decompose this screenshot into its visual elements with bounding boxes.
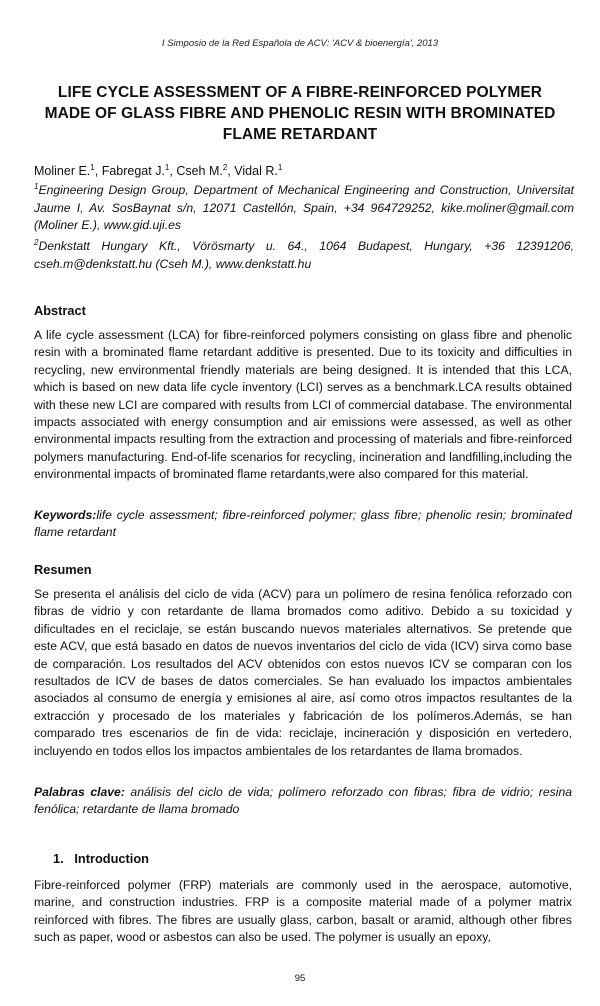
- author-list: [34, 163, 574, 180]
- abstract-heading: Abstract: [34, 303, 86, 318]
- running-header: I Simposio de la Red Española de ACV: 'ACV & bioenergía', 2013: [161, 38, 439, 49]
- abstract-body: A life cycle assessment (LCA) for fibre-reinforced polymers consisting on glass fibre and phenolic resin with a brominated flame retardant additive is presented. Due to its toxicity and difficulties in recycling, new environmental friendly materials are being designed. It is intended that this LCA, which is based on new data life cycle inventory (LCI) serves as a benchmark.LCA results obtained with these new LCI are compared with results from LCI of commercial database. The environmental impacts associated with energy consumption and air emissions were assessed, as well as other environmental impacts resulting from the extraction and processing of materials and fibre-reinforced polymers manufacturing. End-of-life scenarios for recycling, incineration and landfilling,including the environmental impacts of brominated flame retardants,were also compared for this material.: [34, 328, 572, 482]
- affiliation-1: $^1$Engineering Design Group, Department of Mechanical Engineering and Construction, Universitat Jaume I, Av. SosBaynat s/n, 12071 Castellón, Spain, +34 964729252, kike.moliner@gmail.com (Moliner E.), www.gid.uji.es: [34, 181, 574, 232]
- palabras-clave-text: análisis del ciclo de vida; polímero reforzado con fibras; fibra de vidrio; resina fenólica; retardante de llama bromado: [34, 785, 572, 817]
- author: Moliner E.$^1$,: [34, 162, 102, 178]
- introduction-heading: 1. Introduction: [53, 851, 149, 866]
- paper-title: LIFE CYCLE ASSESSMENT OF A FIBRE-REINFORCED POLYMER MADE OF GLASS FIBRE AND PHENOLIC RESIN WITH BROMINATED FLAME RETARDANT: [44, 84, 556, 143]
- keywords-text: life cycle assessment; fibre-reinforced polymer; glass fibre; phenolic resin; brominated flame retardant: [34, 508, 572, 540]
- keywords: [34, 507, 572, 542]
- page-number: 95: [294, 973, 306, 984]
- affiliation-2: $^2$Denkstatt Hungary Kft., Vörösmarty u. 64., 1064 Budapest, Hungary, +36 12391206, cseh.m@denkstatt.hu (Cseh M.), www.denkstatt.hu: [34, 237, 574, 271]
- palabras-clave: [34, 784, 572, 819]
- palabras-clave-label: Palabras clave:: [34, 785, 125, 799]
- resumen-body: Se presenta el análisis del ciclo de vida (ACV) para un polímero de resina fenólica reforzado con fibras de vidrio y con retardante de llama bromados como aditivo. Debido a su toxicidad y dificultades en el reciclaje, se están buscando nuevos materiales alternativos. Se pretende que este ACV, que está basado en datos de nuevos inventarios del ciclo de vida (ICV) sirva como base de comparación. Los resultados del ACV obtenidos con estos nuevos ICV se comparan con los resultados de ICV de bases de datos comerciales. Se han evaluado los impactos ambientales asociados al consumo de energía y emisiones al aire, así como otros impactos resultantes de la extracción y procesado de los materiales y fabricación de los polímeros.Además, se han comparado tres escenarios de fin de vida: reciclaje, incineración y disposición en vertedero, incluyendo en todos ellos los impactos ambientales de los retardantes de llama bromados.: [34, 587, 572, 758]
- author: Cseh M.$^2$,: [176, 162, 235, 178]
- author: Vidal R.$^1$: [234, 162, 283, 178]
- introduction-body: Fibre-reinforced polymer (FRP) materials are commonly used in the aerospace, automotive, marine, and construction industries. FRP is a composite material made of a polymer matrix reinforced with fibres. The fibres are usually glass, carbon, basalt or aramid, although other fibres such as paper, wood or asbestos can also be used. The polymer is usually an epoxy,: [34, 878, 572, 945]
- author: Fabregat J.$^1$,: [101, 162, 177, 178]
- keywords-label: Keywords:: [34, 508, 97, 522]
- resumen-heading: Resumen: [34, 562, 92, 577]
